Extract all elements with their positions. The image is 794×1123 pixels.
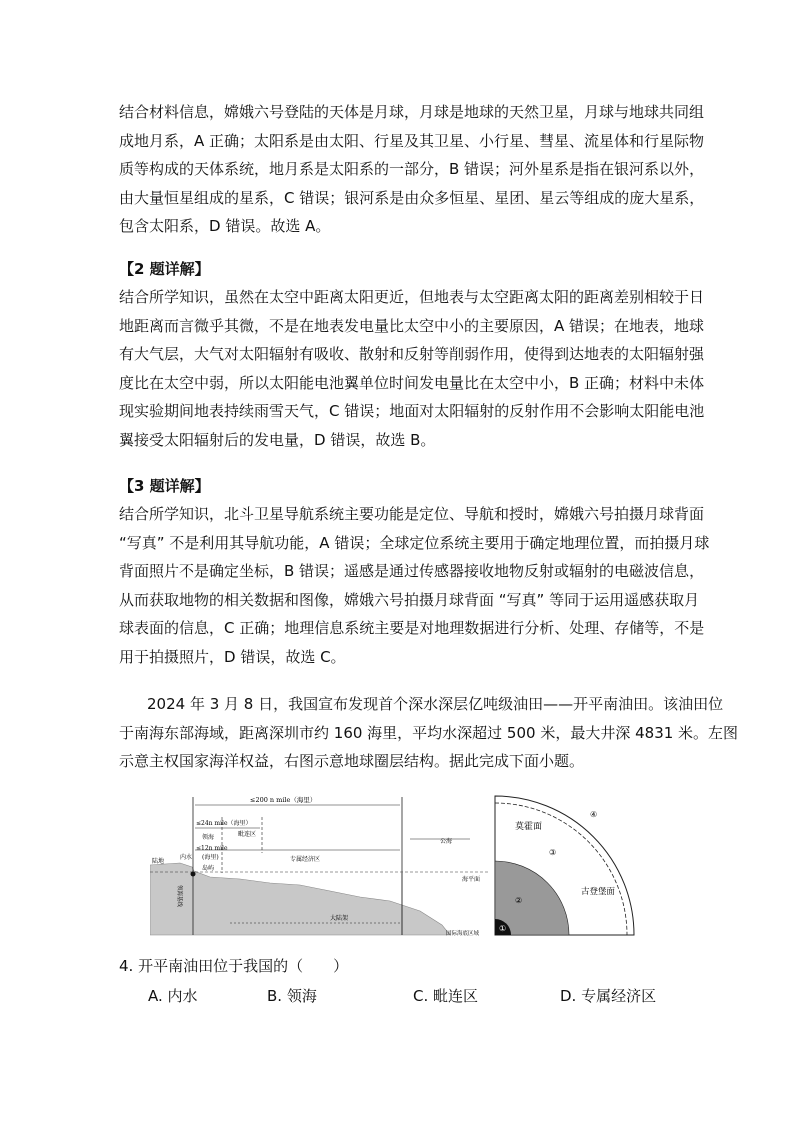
material-paragraph [119, 690, 739, 776]
label-inland-water: 内水 [180, 854, 193, 861]
label-territorial-sea: 领海 [202, 834, 215, 841]
text-line: 背面照片不是确定坐标，B 错误；遥感是通过传感器接收地物反射或辐射的电磁波信息， [119, 562, 705, 580]
option-b[interactable]: B. 领海 [267, 987, 317, 1005]
text-line: 球表面的信息，C 正确；地理信息系统主要是对地理数据进行分析、处理、存储等，不是 [119, 619, 705, 637]
answer-paragraph-1 [119, 98, 705, 241]
label-n1: ① [499, 924, 507, 933]
label-moho: 莫霍面 [515, 822, 543, 832]
text-line: 有大气层，大气对太阳辐射有吸收、散射和反射等削弱作用，使得到达地表的太阳辐射强 [119, 345, 705, 363]
label-sea-level: 海平面 [462, 876, 481, 883]
text-line: 于南海东部海域，距离深圳市约 160 海里，平均水深超过 500 米，最大井深 4831 米。左图 [119, 723, 739, 742]
label-contiguous-zone: 毗连区 [238, 831, 257, 838]
label-n4: ④ [590, 810, 598, 819]
label-gutenberg: 古登堡面 [581, 887, 616, 897]
label-n2: ② [515, 896, 523, 905]
label-eez: 专属经济区 [290, 856, 321, 863]
text-line: 由大量恒星组成的星系，C 错误；银河系是由众多恒星、星团、星云等组成的庞大星系， [119, 188, 705, 207]
text-line: 包含太阳系，D 错误。故选 A。 [119, 217, 331, 235]
text-line: 翼接受太阳辐射后的发电量，D 错误，故选 B。 [119, 430, 436, 449]
text-line: 从而获取地物的相关数据和图像，嫦娥六号拍摄月球背面 “写真” 等同于运用遥感获取月 [119, 590, 700, 609]
option-d[interactable]: D. 专属经济区 [560, 987, 657, 1005]
maritime-zones-diagram [150, 795, 490, 937]
island-dot [191, 872, 196, 877]
label-baseline: 领海基线 [176, 885, 182, 908]
label-land: 陆地 [152, 858, 165, 865]
text-line: 示意主权国家海洋权益，右图示意地球圈层结构。据此完成下面小题。 [119, 752, 585, 770]
label-international-seabed: 国际海底区域 [446, 931, 480, 937]
section-heading-3: 【3 题详解】 [119, 477, 210, 495]
label-12nm: ≤12n mile [196, 845, 228, 852]
earth-layers-diagram [495, 796, 634, 935]
text-line: 结合所学知识，虽然在太空中距离太阳更近，但地表与太空距离太阳的距离差别相较于日 [119, 288, 705, 306]
text-line: 地距离而言微乎其微，不是在地表发电量比太空中小的主要原因，A 错误；在地表，地球 [119, 316, 705, 335]
text-line: 现实验期间地表持续雨雪天气，C 错误；地面对太阳辐射的反射作用不会影响太阳能电池 [119, 402, 705, 420]
label-continental-shelf: 大陆架 [330, 915, 349, 922]
text-line: 结合所学知识，北斗卫星导航系统主要功能是定位、导航和授时，嫦娥六号拍摄月球背面 [119, 505, 705, 523]
figure-svg [150, 793, 645, 939]
option-c[interactable]: C. 毗连区 [413, 987, 479, 1005]
answer-paragraph-2 [119, 283, 705, 454]
label-high-seas: 公海 [440, 838, 453, 845]
text-line: 质等构成的天体系统，地月系是太阳系的一部分，B 错误；河外星系是指在银河系以外， [119, 160, 705, 178]
text-line: 结合材料信息，嫦娥六号登陆的天体是月球，月球是地球的天然卫星，月球与地球共同组 [119, 103, 705, 121]
label-islands: 岛屿 [202, 865, 215, 872]
label-12nm-unit: (海里) [202, 854, 219, 861]
text-line: 用于拍摄照片，D 错误，故选 C。 [119, 647, 346, 666]
text-line: 2024 年 3 月 8 日，我国宣布发现首个深水深层亿吨级油田——开平南油田。该油田位 [147, 695, 724, 713]
label-200nm: ≤200 n mile（海里） [250, 796, 317, 804]
answer-paragraph-3 [119, 500, 710, 671]
option-a[interactable]: A. 内水 [148, 987, 198, 1005]
figure [150, 793, 645, 939]
label-n3: ③ [549, 848, 557, 857]
text-line: 度比在太空中弱，所以太阳能电池翼单位时间发电量比在太空中小，B 正确；材料中未体 [119, 373, 705, 392]
label-24nm: ≤24n mile（海里） [196, 820, 252, 827]
question-stem: 4. 开平南油田位于我国的（ ） [119, 957, 349, 975]
text-line: 成地月系，A 正确；太阳系是由太阳、行星及其卫星、小行星、彗星、流星体和行星际物 [119, 131, 705, 150]
text-line: “写真” 不是利用其导航功能，A 错误；全球定位系统主要用于确定地理位置，而拍摄月球 [119, 533, 710, 552]
section-heading-2: 【2 题详解】 [119, 260, 210, 278]
